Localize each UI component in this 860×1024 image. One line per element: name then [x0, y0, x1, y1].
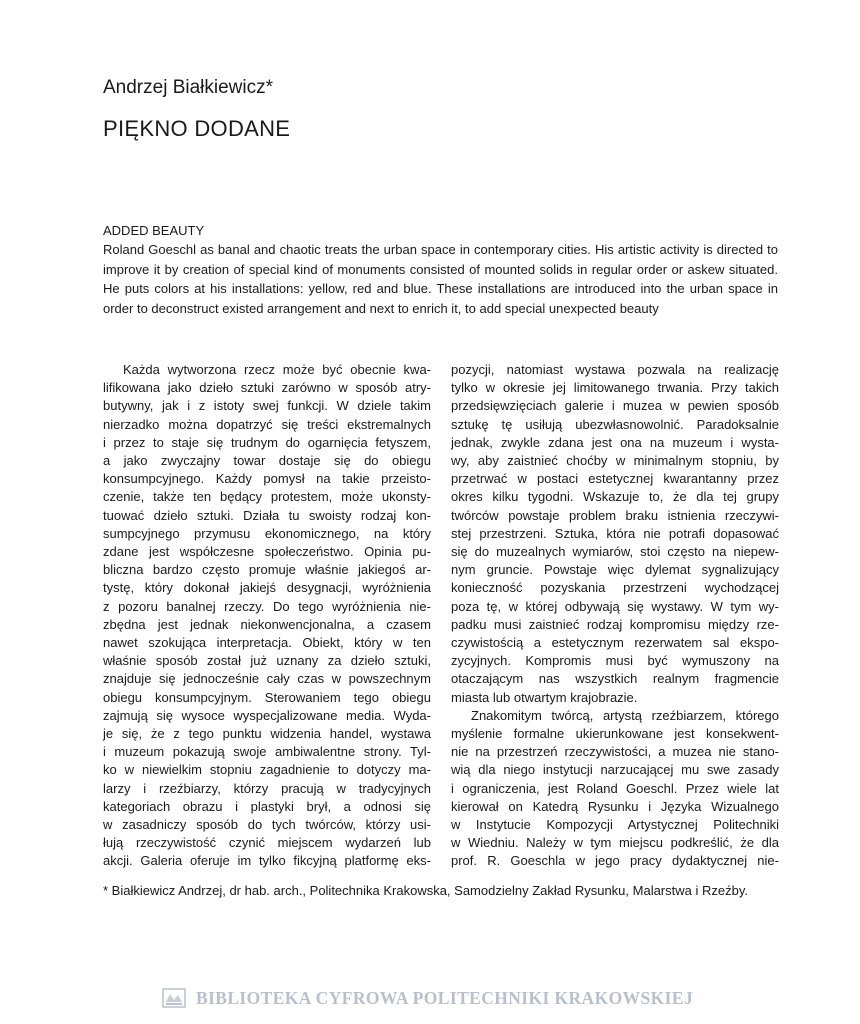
- text-line: tuować dzieło sztuki. Działa tu swoisty rodzaj kon-: [103, 507, 431, 523]
- text-line: konsumpcyjnego. Każdy pomysł na takie przeisto-: [103, 471, 431, 487]
- text-line: się do muzealnych wymiarów, stoi często na niepew-: [451, 544, 779, 560]
- text-line: wy, aby zaistnieć choćby w minimalnym stopniu, by: [451, 453, 779, 469]
- library-watermark: [160, 984, 720, 1012]
- text-line: kierował on Katedrą Rysunku i Języka Wizualnego: [451, 798, 779, 814]
- text-line: okres kilku tygodni. Wskazuje to, że dla tej grupy: [451, 489, 779, 505]
- text-line: w Instytucie Kompozycji Artystycznej Politechniki: [451, 817, 779, 833]
- author-name: Andrzej Białkiewicz*: [103, 77, 274, 98]
- text-line: ko w niewielkim stopniu zagadnienie to dotyczy ma-: [103, 762, 431, 778]
- text-line: nawet szokująca interpretacja. Obiekt, który w ten: [103, 635, 431, 651]
- text-line: Znakomitym twórcą, artystą rzeźbiarzem, którego: [471, 707, 779, 723]
- text-line: twórców powstaje problem braku istnienia rzeczywi-: [451, 507, 779, 523]
- text-line: i muzeum pokazują swoje ambiwalentne strony. Tyl-: [103, 744, 431, 760]
- text-line: tylko w okresie jej limitowanego trwania. Przy takich: [451, 380, 779, 396]
- text-line: łują rzeczywistość czynić miejscem wydarzeń lub: [103, 835, 431, 851]
- text-line: sumpcyjnego przymusu ekonomicznego, na który: [103, 525, 431, 541]
- article-title: PIĘKNO DODANE: [103, 116, 291, 141]
- text-line: przedsięwzięciach galerie i muzea w pewien sposób: [451, 398, 779, 414]
- text-line: przetrwać w postaci estetycznej kwarantanny przez: [451, 471, 779, 487]
- text-line: właśnie sposób został już uznany za dzieło sztuki,: [103, 653, 431, 669]
- text-line: lifikowana jako dzieło sztuki zarówno w sposób atry-: [103, 380, 431, 396]
- text-line: z pozoru banalnej rzeczy. Do tego wyróżnienia nie-: [103, 598, 431, 614]
- body-column-left: [103, 361, 431, 871]
- text-line: wią dla niego instytucji narzucającej mu swe zasady: [451, 762, 779, 778]
- footnote: * Białkiewicz Andrzej, dr hab. arch., Politechnika Krakowska, Samodzielny Zakład Rysunku, Malarstwa i Rzeźby.: [103, 883, 748, 898]
- text-line: zdane jest współczesne społeczeństwo. Opinia pu-: [103, 544, 431, 560]
- text-line: zbędna jest jednak niekonwencjonalna, a czasem: [103, 616, 431, 632]
- text-line: i przez to staje się trudnym do ogarnięcia fetyszem,: [103, 434, 431, 450]
- text-line: otaczającym nas wszystkich realnym fragmencie: [451, 671, 779, 687]
- text-line: kategoriach obrazu i plastyki brył, a odnosi się: [103, 798, 431, 814]
- text-line: je się, że z tego punktu widzenia handel, wystawa: [103, 726, 431, 742]
- text-line: Każda wytworzona rzecz może być obecnie kwa-: [123, 362, 431, 377]
- text-line: nie na przestrzeń rzeczywistości, a muzea nie stano-: [451, 744, 779, 760]
- text-line: w Wiedniu. Należy w tym miejscu podkreślić, że dla: [451, 835, 779, 851]
- text-line: myślenie formalne ukierunkowane jest konsekwent-: [451, 726, 779, 742]
- text-line: zycyjnych. Kompromis musi być wymuszony na: [451, 653, 779, 669]
- text-line: i ograniczenia, jest Roland Goeschl. Przez wiele lat: [451, 780, 779, 796]
- text-line: nierzadko można dopatrzyć się treści ekstremalnych: [103, 416, 431, 432]
- text-line: sztukę tę usiłują ubezwłasnowolnić. Paradoksalnie: [451, 416, 779, 432]
- text-line: czenie, także ten będący protestem, może ukonsty-: [103, 489, 431, 505]
- text-line: bliczna bardzo często promuje właśnie jakiegoś ar-: [103, 562, 431, 578]
- text-line: a jako zwyczajny towar dostaje się do obiegu: [103, 453, 431, 469]
- text-line: nym gruncie. Powstaje więc dylemat sygnalizujący: [451, 562, 779, 578]
- text-line: zajmują się wysoce wyspecjalizowane media. Wyda-: [103, 707, 431, 723]
- text-line: obiegu konsumpcyjnym. Sterowaniem tego obiegu: [103, 689, 431, 705]
- library-logo-icon: [160, 986, 188, 1010]
- text-line: tystę, który dokonał jakiejś desygnacji, wyróżnienia: [103, 580, 431, 596]
- text-line: stej przestrzeni. Sztuka, która nie potrafi dopasować: [451, 525, 779, 541]
- abstract-text: Roland Goeschl as banal and chaotic treats the urban space in contemporary cities. His artistic activity is directed to improve it by creation of special kind of monuments consisted of mounted solids in regular order or askew situated. He puts colors at his installations: yellow, red and blue. These installations are introduced into the urban space in order to deconstruct existed arrangement and next to enrich it, to add special unexpected beauty: [103, 242, 778, 316]
- text-line: w zasadniczy sposób do tych twórców, którzy usi-: [103, 817, 431, 833]
- text-line: larzy i rzeźbiarzy, którzy pracują w tradycyjnych: [103, 780, 431, 796]
- text-line: miasta lub otwartym krajobrazie.: [451, 689, 638, 705]
- text-line: butywny, jak i z istoty swej funkcji. W dziele takim: [103, 398, 431, 414]
- text-line: padku musi zaistnieć rodzaj kompromisu między rze-: [451, 616, 779, 632]
- text-line: pozycji, natomiast wystawa pozwala na realizację: [451, 362, 779, 377]
- text-line: konieczność pozyskania przestrzeni wychodzącej: [451, 580, 779, 596]
- text-line: czywistością a estetycznym rezerwatem sal ekspo-: [451, 635, 779, 651]
- body-column-right: [451, 361, 779, 871]
- watermark-text: BIBLIOTEKA CYFROWA POLITECHNIKI KRAKOWSKIEJ: [196, 987, 694, 1008]
- text-line: akcji. Galeria oferuje im tylko fikcyjną platformę eks-: [103, 853, 431, 869]
- text-line: znajduje się jednocześnie cały czas w powszechnym: [103, 671, 431, 687]
- abstract-title: ADDED BEAUTY: [103, 223, 205, 238]
- text-line: prof. R. Goeschla w jego pracy dydaktycznej nie-: [451, 853, 779, 869]
- text-line: jednak, zwykle zdana jest ona na muzeum i wysta-: [451, 434, 779, 450]
- text-line: poza tę, w której odbywają się wystawy. W tym wy-: [451, 598, 779, 614]
